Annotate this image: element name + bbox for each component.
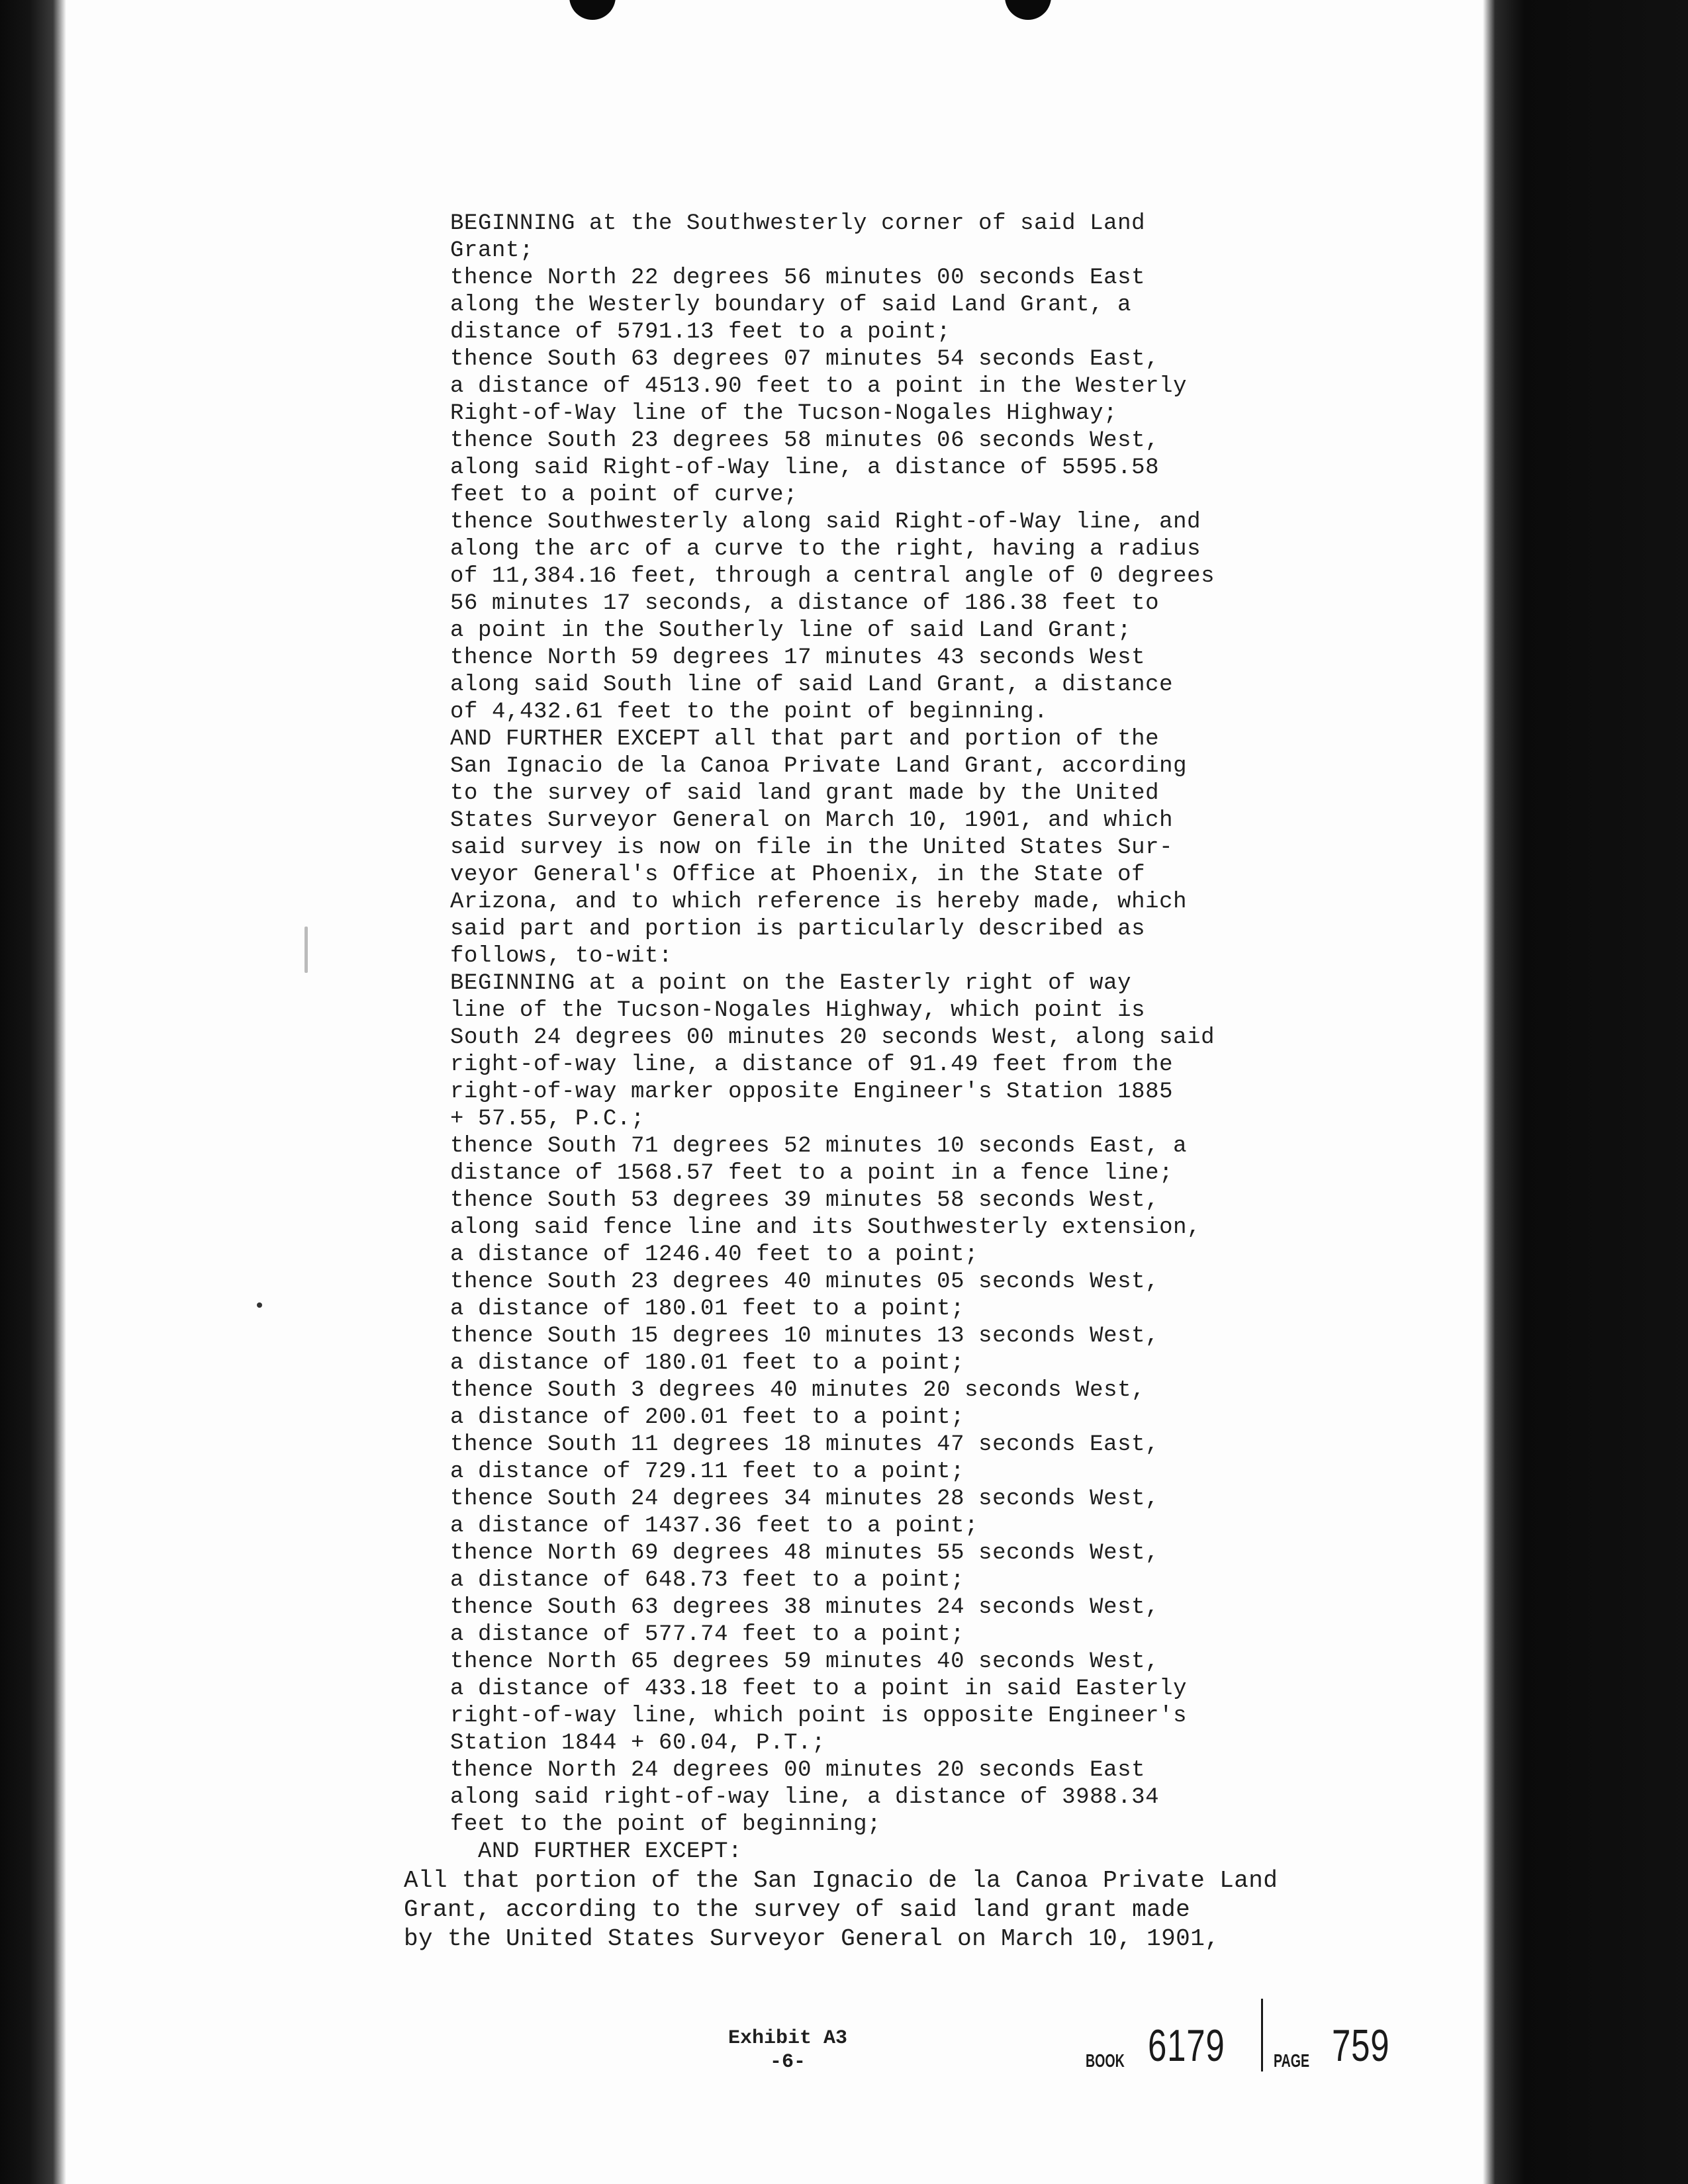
text-line: + 57.55, P.C.;	[450, 1107, 645, 1132]
text-line: a point in the Southerly line of said Land Grant;	[450, 618, 1132, 643]
text-line: thence South 63 degrees 38 minutes 24 seconds West,	[450, 1595, 1160, 1620]
text-line: feet to a point of curve;	[450, 482, 798, 508]
exhibit-label: Exhibit A3	[727, 2027, 848, 2050]
text-line: a distance of 180.01 feet to a point;	[450, 1297, 965, 1322]
text-line: a distance of 729.11 feet to a point;	[450, 1459, 965, 1484]
text-line: thence North 69 degrees 48 minutes 55 seconds West,	[450, 1541, 1160, 1566]
text-line: distance of 5791.13 feet to a point;	[450, 320, 951, 345]
scan-mark	[305, 927, 308, 973]
page-footer	[688, 2026, 887, 2074]
text-line: along said Right-of-Way line, a distance of 5595.58	[450, 455, 1160, 480]
text-line: line of the Tucson-Nogales Highway, which point is	[450, 998, 1146, 1023]
text-line: South 24 degrees 00 minutes 20 seconds West, along said	[450, 1025, 1215, 1050]
text-line: of 4,432.61 feet to the point of beginning.	[450, 700, 1049, 725]
legal-description-continuation	[404, 1866, 1436, 1954]
text-line: follows, to-wit:	[450, 944, 673, 969]
book-number: 6179	[1148, 2021, 1225, 2071]
punch-hole-left	[569, 0, 616, 20]
text-line: by the United States Surveyor General on March 10, 1901,	[404, 1925, 1220, 1952]
text-line: said part and portion is particularly described as	[450, 917, 1146, 942]
book-label: BOOK	[1086, 2050, 1125, 2071]
text-line: thence North 22 degrees 56 minutes 00 seconds East	[450, 265, 1146, 291]
text-line: Arizona, and to which reference is hereby made, which	[450, 889, 1188, 915]
text-line: along said fence line and its Southwesterly extension,	[450, 1215, 1201, 1240]
text-line: a distance of 577.74 feet to a point;	[450, 1622, 965, 1647]
text-line: thence South 71 degrees 52 minutes 10 seconds East, a	[450, 1134, 1188, 1159]
page-label: PAGE	[1274, 2050, 1310, 2071]
text-line: along said right-of-way line, a distance of 3988.34	[450, 1785, 1160, 1810]
page-number: -6-	[769, 2051, 806, 2073]
text-line: thence South 53 degrees 39 minutes 58 seconds West,	[450, 1188, 1160, 1213]
text-line: right-of-way line, which point is opposite Engineer's	[450, 1704, 1188, 1729]
text-line: along the arc of a curve to the right, having a radius	[450, 537, 1201, 562]
text-line: States Surveyor General on March 10, 1901, and which	[450, 808, 1174, 833]
scan-left-edge	[0, 0, 66, 2184]
text-line: a distance of 433.18 feet to a point in said Easterly	[450, 1676, 1188, 1702]
text-line: right-of-way line, a distance of 91.49 feet from the	[450, 1052, 1174, 1077]
text-line: BEGINNING at the Southwesterly corner of said Land	[450, 211, 1146, 236]
text-line: thence South 23 degrees 58 minutes 06 seconds West,	[450, 428, 1160, 453]
text-line: Station 1844 + 60.04, P.T.;	[450, 1731, 826, 1756]
text-line: Grant, according to the survey of said land grant made	[404, 1896, 1191, 1923]
text-line: thence South 23 degrees 40 minutes 05 seconds West,	[450, 1269, 1160, 1295]
text-line: of 11,384.16 feet, through a central angle of 0 degrees	[450, 564, 1215, 589]
text-line: thence North 59 degrees 17 minutes 43 seconds West	[450, 645, 1146, 670]
text-line: feet to the point of beginning;	[450, 1812, 882, 1837]
text-line: thence South 11 degrees 18 minutes 47 seconds East,	[450, 1432, 1160, 1457]
text-line: along said South line of said Land Grant, a distance	[450, 672, 1174, 698]
text-line: along the Westerly boundary of said Land Grant, a	[450, 293, 1132, 318]
text-line: AND FURTHER EXCEPT:	[450, 1839, 743, 1864]
text-line: said survey is now on file in the United States Sur-	[450, 835, 1174, 860]
text-line: distance of 1568.57 feet to a point in a fence line;	[450, 1161, 1174, 1186]
text-line: thence North 65 degrees 59 minutes 40 seconds West,	[450, 1649, 1160, 1674]
text-line: a distance of 180.01 feet to a point;	[450, 1351, 965, 1376]
text-line: veyor General's Office at Phoenix, in the State of	[450, 862, 1146, 887]
text-line: thence South 3 degrees 40 minutes 20 seconds West,	[450, 1378, 1146, 1403]
text-line: BEGINNING at a point on the Easterly right of way	[450, 971, 1132, 996]
text-line: thence Southwesterly along said Right-of-Way line, and	[450, 510, 1201, 535]
stamp-page-number: 759	[1331, 2021, 1389, 2071]
legal-description-body	[450, 210, 1410, 1866]
text-line: thence South 24 degrees 34 minutes 28 seconds West,	[450, 1486, 1160, 1512]
text-line: a distance of 648.73 feet to a point;	[450, 1568, 965, 1593]
text-line: Right-of-Way line of the Tucson-Nogales Highway;	[450, 401, 1118, 426]
text-line: All that portion of the San Ignacio de la Canoa Private Land	[404, 1867, 1278, 1894]
punch-hole-right	[1005, 0, 1051, 20]
scan-dot	[257, 1302, 262, 1308]
text-line: a distance of 1246.40 feet to a point;	[450, 1242, 979, 1267]
text-line: a distance of 1437.36 feet to a point;	[450, 1514, 979, 1539]
recording-stamp	[1086, 1999, 1409, 2071]
text-line: thence South 63 degrees 07 minutes 54 seconds East,	[450, 347, 1160, 372]
scan-right-edge	[1483, 0, 1688, 2184]
stamp-divider	[1261, 1999, 1263, 2071]
text-line: thence South 15 degrees 10 minutes 13 seconds West,	[450, 1324, 1160, 1349]
text-line: AND FURTHER EXCEPT all that part and portion of the	[450, 727, 1160, 752]
text-line: a distance of 200.01 feet to a point;	[450, 1405, 965, 1430]
text-line: to the survey of said land grant made by the United	[450, 781, 1160, 806]
text-line: Grant;	[450, 238, 534, 263]
text-line: San Ignacio de la Canoa Private Land Grant, according	[450, 754, 1188, 779]
text-line: a distance of 4513.90 feet to a point in the Westerly	[450, 374, 1188, 399]
text-line: thence North 24 degrees 00 minutes 20 seconds East	[450, 1758, 1146, 1783]
text-line: right-of-way marker opposite Engineer's Station 1885	[450, 1079, 1174, 1105]
text-line: 56 minutes 17 seconds, a distance of 186.38 feet to	[450, 591, 1160, 616]
